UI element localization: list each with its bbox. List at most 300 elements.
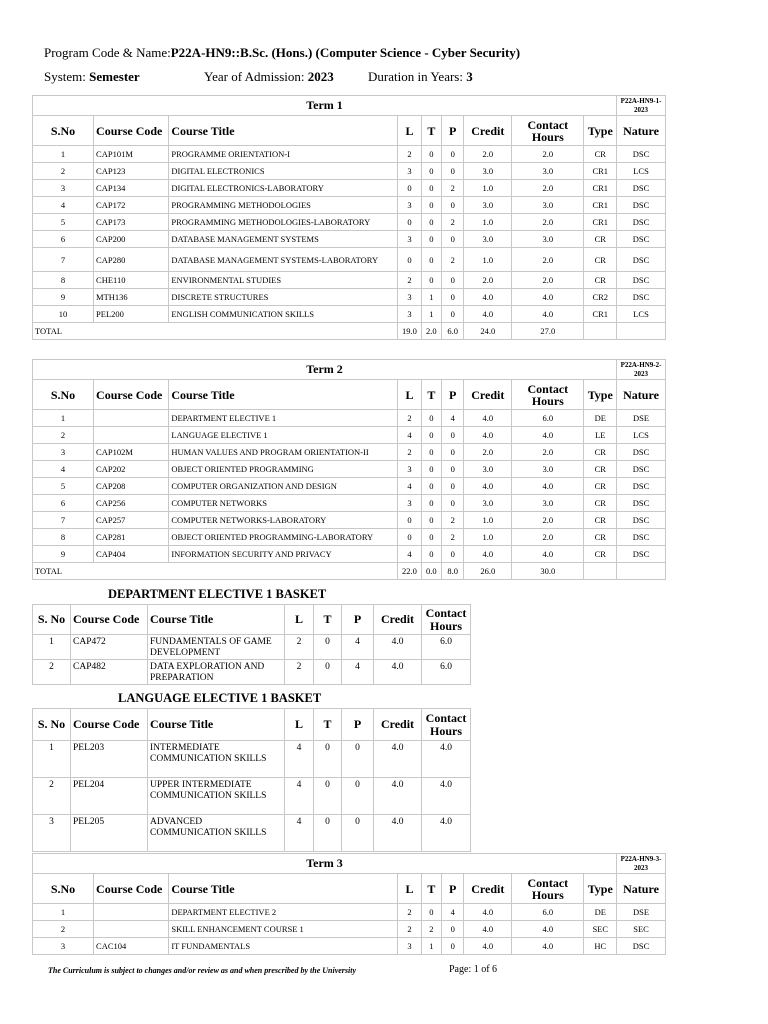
cell-t: 0: [421, 427, 441, 444]
column-header-p: P: [442, 874, 464, 904]
basket-cell-l: 2: [285, 635, 314, 660]
basket-cell-code: PEL203: [71, 741, 148, 778]
cell-t: 0: [421, 146, 441, 163]
cell-p: 4: [442, 410, 464, 427]
cell-type: CR1: [584, 180, 617, 197]
cell-contact: 6.0: [512, 410, 584, 427]
cell-contact: 2.0: [512, 180, 584, 197]
term-title: Term 1: [33, 96, 617, 116]
cell-credit: 3.0: [464, 163, 512, 180]
basket-header-code: Course Code: [71, 709, 148, 741]
column-header-l: L: [398, 874, 421, 904]
program-header: [44, 45, 520, 61]
column-header-p: P: [442, 116, 464, 146]
term-3-table: [32, 853, 666, 955]
cell-credit: 4.0: [464, 289, 512, 306]
cell-contact: 2.0: [512, 248, 584, 272]
column-header-credit: Credit: [464, 874, 512, 904]
column-header-p: P: [442, 380, 464, 410]
cell-p: 0: [442, 546, 464, 563]
program-value: P22A-HN9::B.Sc. (Hons.) (Computer Science - Cyber Security): [170, 45, 521, 60]
column-header-code: Course Code: [94, 380, 169, 410]
table-row: [33, 546, 666, 563]
basket-cell-credit: 4.0: [374, 660, 422, 685]
total-row: [33, 323, 666, 340]
cell-sno: 6: [33, 231, 94, 248]
cell-l: 0: [398, 180, 421, 197]
total-nature-empty: [617, 323, 666, 340]
cell-t: 0: [421, 904, 441, 921]
column-header-row: [33, 116, 666, 146]
cell-code: [94, 921, 169, 938]
cell-l: 2: [398, 146, 421, 163]
cell-sno: 5: [33, 478, 94, 495]
total-row: [33, 563, 666, 580]
cell-nature: DSC: [617, 512, 666, 529]
cell-p: 0: [442, 146, 464, 163]
cell-contact: 3.0: [512, 197, 584, 214]
cell-l: 2: [398, 410, 421, 427]
basket-cell-contact: 6.0: [422, 660, 471, 685]
cell-t: 0: [421, 163, 441, 180]
total-credit: 26.0: [464, 563, 512, 580]
column-header-l: L: [398, 380, 421, 410]
total-t: 2.0: [421, 323, 441, 340]
column-header-code: Course Code: [94, 116, 169, 146]
cell-code: CAP257: [94, 512, 169, 529]
cell-contact: 4.0: [512, 306, 584, 323]
cell-type: CR1: [584, 306, 617, 323]
duration: [368, 69, 473, 85]
system-value: Semester: [89, 69, 140, 84]
cell-contact: 4.0: [512, 478, 584, 495]
cell-p: 0: [442, 921, 464, 938]
cell-type: CR: [584, 495, 617, 512]
cell-p: 0: [442, 938, 464, 955]
basket-header-contact: Contact Hours: [422, 605, 471, 635]
cell-type: CR: [584, 248, 617, 272]
total-p: 8.0: [442, 563, 464, 580]
cell-title: INFORMATION SECURITY AND PRIVACY: [169, 546, 398, 563]
basket-cell-p: 0: [342, 741, 374, 778]
basket-cell-title: INTERMEDIATE COMMUNICATION SKILLS: [148, 741, 285, 778]
cell-nature: LCS: [617, 163, 666, 180]
cell-sno: 8: [33, 529, 94, 546]
basket-cell-code: CAP482: [71, 660, 148, 685]
basket-row: [33, 660, 471, 685]
basket-cell-contact: 4.0: [422, 778, 471, 815]
cell-code: CAP101M: [94, 146, 169, 163]
term-code: P22A-HN9-1-2023: [617, 96, 666, 116]
basket-cell-credit: 4.0: [374, 815, 422, 852]
basket-row: [33, 741, 471, 778]
cell-title: PROGRAMMING METHODOLOGIES-LABORATORY: [169, 214, 398, 231]
total-label: TOTAL: [33, 323, 398, 340]
cell-l: 2: [398, 272, 421, 289]
cell-credit: 4.0: [464, 478, 512, 495]
cell-nature: DSC: [617, 461, 666, 478]
total-nature-empty: [617, 563, 666, 580]
cell-credit: 4.0: [464, 546, 512, 563]
cell-title: COMPUTER NETWORKS-LABORATORY: [169, 512, 398, 529]
cell-contact: 4.0: [512, 427, 584, 444]
cell-credit: 2.0: [464, 444, 512, 461]
cell-credit: 1.0: [464, 248, 512, 272]
cell-code: MTH136: [94, 289, 169, 306]
cell-title: PROGRAMMING METHODOLOGIES: [169, 197, 398, 214]
term-code: P22A-HN9-3-2023: [617, 854, 666, 874]
basket-cell-credit: 4.0: [374, 778, 422, 815]
cell-credit: 1.0: [464, 180, 512, 197]
cell-code: PEL200: [94, 306, 169, 323]
cell-type: CR: [584, 512, 617, 529]
cell-t: 0: [421, 214, 441, 231]
table-row: [33, 478, 666, 495]
total-l: 22.0: [398, 563, 421, 580]
cell-type: CR: [584, 546, 617, 563]
cell-p: 0: [442, 461, 464, 478]
cell-type: CR: [584, 461, 617, 478]
basket-title: LANGUAGE ELECTIVE 1 BASKET: [118, 691, 322, 705]
cell-credit: 1.0: [464, 214, 512, 231]
cell-l: 4: [398, 546, 421, 563]
column-header-contact: Contact Hours: [512, 380, 584, 410]
total-contact: 30.0: [512, 563, 584, 580]
year-of-admission: [204, 69, 334, 85]
cell-title: OBJECT ORIENTED PROGRAMMING: [169, 461, 398, 478]
table-row: [33, 180, 666, 197]
basket-cell-t: 0: [314, 815, 342, 852]
basket-header-row: [33, 709, 471, 741]
column-header-credit: Credit: [464, 380, 512, 410]
cell-nature: LCS: [617, 427, 666, 444]
cell-code: CAP404: [94, 546, 169, 563]
cell-type: HC: [584, 938, 617, 955]
total-label: TOTAL: [33, 563, 398, 580]
term-title: Term 3: [33, 854, 617, 874]
cell-t: 0: [421, 444, 441, 461]
cell-code: CAP172: [94, 197, 169, 214]
column-header-type: Type: [584, 874, 617, 904]
basket-cell-code: CAP472: [71, 635, 148, 660]
basket-header-title: Course Title: [148, 709, 285, 741]
cell-title: DEPARTMENT ELECTIVE 2: [169, 904, 398, 921]
table-row: [33, 289, 666, 306]
cell-contact: 2.0: [512, 214, 584, 231]
cell-p: 0: [442, 272, 464, 289]
cell-sno: 2: [33, 921, 94, 938]
cell-sno: 2: [33, 163, 94, 180]
table-row: [33, 306, 666, 323]
cell-l: 3: [398, 938, 421, 955]
cell-l: 3: [398, 231, 421, 248]
total-t: 0.0: [421, 563, 441, 580]
basket-cell-title: FUNDAMENTALS OF GAME DEVELOPMENT: [148, 635, 285, 660]
column-header-contact: Contact Hours: [512, 874, 584, 904]
basket-header-p: P: [342, 709, 374, 741]
cell-credit: 4.0: [464, 410, 512, 427]
basket-cell-t: 0: [314, 741, 342, 778]
cell-contact: 6.0: [512, 904, 584, 921]
cell-contact: 2.0: [512, 272, 584, 289]
cell-nature: DSE: [617, 410, 666, 427]
cell-l: 3: [398, 289, 421, 306]
cell-p: 0: [442, 306, 464, 323]
basket-header-sno: S. No: [33, 605, 71, 635]
column-header-sno: S.No: [33, 380, 94, 410]
cell-nature: DSC: [617, 478, 666, 495]
cell-nature: LCS: [617, 306, 666, 323]
cell-sno: 1: [33, 904, 94, 921]
cell-l: 3: [398, 163, 421, 180]
basket-2-table: [32, 708, 471, 852]
cell-code: CAP134: [94, 180, 169, 197]
basket-header-t: T: [314, 605, 342, 635]
cell-sno: 4: [33, 461, 94, 478]
cell-nature: DSC: [617, 146, 666, 163]
cell-contact: 4.0: [512, 546, 584, 563]
cell-credit: 2.0: [464, 146, 512, 163]
basket-row: [33, 778, 471, 815]
cell-p: 0: [442, 427, 464, 444]
cell-title: ENVIRONMENTAL STUDIES: [169, 272, 398, 289]
basket-header-contact: Contact Hours: [422, 709, 471, 741]
cell-t: 0: [421, 180, 441, 197]
cell-code: CAP256: [94, 495, 169, 512]
cell-title: SKILL ENHANCEMENT COURSE 1: [169, 921, 398, 938]
cell-p: 2: [442, 248, 464, 272]
basket-title: DEPARTMENT ELECTIVE 1 BASKET: [108, 587, 327, 601]
basket-cell-l: 4: [285, 741, 314, 778]
cell-nature: DSC: [617, 546, 666, 563]
table-row: [33, 272, 666, 289]
cell-code: CAP280: [94, 248, 169, 272]
page-number: Page: 1 of 6: [449, 964, 498, 975]
basket-header-title: Course Title: [148, 605, 285, 635]
table-row: [33, 938, 666, 955]
basket-cell-l: 2: [285, 660, 314, 685]
cell-type: CR2: [584, 289, 617, 306]
cell-credit: 4.0: [464, 921, 512, 938]
cell-type: CR1: [584, 214, 617, 231]
cell-sno: 7: [33, 248, 94, 272]
cell-code: [94, 410, 169, 427]
basket-header-p: P: [342, 605, 374, 635]
cell-credit: 1.0: [464, 512, 512, 529]
cell-t: 0: [421, 529, 441, 546]
cell-title: IT FUNDAMENTALS: [169, 938, 398, 955]
system-label: System:: [44, 69, 90, 84]
cell-t: 1: [421, 938, 441, 955]
cell-contact: 4.0: [512, 921, 584, 938]
basket-cell-credit: 4.0: [374, 741, 422, 778]
cell-contact: 3.0: [512, 231, 584, 248]
cell-nature: DSC: [617, 248, 666, 272]
basket-cell-contact: 4.0: [422, 741, 471, 778]
cell-credit: 4.0: [464, 427, 512, 444]
total-type-empty: [584, 323, 617, 340]
basket-cell-p: 0: [342, 778, 374, 815]
table-row: [33, 163, 666, 180]
cell-l: 3: [398, 495, 421, 512]
cell-p: 0: [442, 495, 464, 512]
column-header-code: Course Code: [94, 874, 169, 904]
cell-code: CAP202: [94, 461, 169, 478]
cell-type: CR: [584, 146, 617, 163]
table-row: [33, 146, 666, 163]
basket-header-code: Course Code: [71, 605, 148, 635]
cell-p: 0: [442, 231, 464, 248]
cell-t: 0: [421, 197, 441, 214]
term-2-table: [32, 359, 666, 580]
cell-sno: 3: [33, 180, 94, 197]
column-header-type: Type: [584, 380, 617, 410]
cell-t: 1: [421, 306, 441, 323]
term-code: P22A-HN9-2-2023: [617, 360, 666, 380]
basket-cell-title: ADVANCED COMMUNICATION SKILLS: [148, 815, 285, 852]
cell-l: 3: [398, 197, 421, 214]
cell-credit: 4.0: [464, 904, 512, 921]
cell-sno: 6: [33, 495, 94, 512]
cell-l: 0: [398, 248, 421, 272]
basket-cell-code: PEL204: [71, 778, 148, 815]
cell-sno: 2: [33, 427, 94, 444]
table-row: [33, 427, 666, 444]
cell-t: 0: [421, 512, 441, 529]
cell-p: 4: [442, 904, 464, 921]
cell-type: DE: [584, 904, 617, 921]
cell-contact: 4.0: [512, 289, 584, 306]
duration-value: 3: [466, 69, 473, 84]
cell-credit: 2.0: [464, 272, 512, 289]
cell-type: LE: [584, 427, 617, 444]
basket-cell-sno: 1: [33, 635, 71, 660]
cell-t: 0: [421, 248, 441, 272]
cell-p: 2: [442, 529, 464, 546]
basket-cell-code: PEL205: [71, 815, 148, 852]
year-value: 2023: [307, 69, 334, 84]
basket-header-l: L: [285, 709, 314, 741]
cell-code: CAP208: [94, 478, 169, 495]
basket-header-sno: S. No: [33, 709, 71, 741]
system-header: [44, 69, 473, 85]
basket-cell-l: 4: [285, 778, 314, 815]
cell-code: CAC104: [94, 938, 169, 955]
basket-header-row: [33, 605, 471, 635]
cell-sno: 3: [33, 444, 94, 461]
table-row: [33, 214, 666, 231]
basket-cell-l: 4: [285, 815, 314, 852]
cell-t: 0: [421, 410, 441, 427]
column-header-nature: Nature: [617, 874, 666, 904]
cell-sno: 9: [33, 546, 94, 563]
cell-credit: 3.0: [464, 495, 512, 512]
column-header-sno: S.No: [33, 874, 94, 904]
cell-sno: 5: [33, 214, 94, 231]
cell-type: CR: [584, 478, 617, 495]
cell-title: DIGITAL ELECTRONICS: [169, 163, 398, 180]
cell-code: [94, 904, 169, 921]
basket-cell-t: 0: [314, 778, 342, 815]
basket-header-credit: Credit: [374, 605, 422, 635]
total-p: 6.0: [442, 323, 464, 340]
cell-nature: DSC: [617, 214, 666, 231]
cell-title: DEPARTMENT ELECTIVE 1: [169, 410, 398, 427]
cell-sno: 9: [33, 289, 94, 306]
cell-l: 3: [398, 461, 421, 478]
cell-nature: DSC: [617, 180, 666, 197]
cell-l: 2: [398, 921, 421, 938]
cell-p: 2: [442, 512, 464, 529]
cell-code: CAP173: [94, 214, 169, 231]
cell-title: HUMAN VALUES AND PROGRAM ORIENTATION-II: [169, 444, 398, 461]
cell-nature: DSC: [617, 529, 666, 546]
column-header-row: [33, 380, 666, 410]
table-row: [33, 904, 666, 921]
cell-nature: DSC: [617, 444, 666, 461]
cell-sno: 7: [33, 512, 94, 529]
cell-code: CAP281: [94, 529, 169, 546]
total-type-empty: [584, 563, 617, 580]
basket-cell-title: DATA EXPLORATION AND PREPARATION: [148, 660, 285, 685]
basket-header-t: T: [314, 709, 342, 741]
cell-title: COMPUTER ORGANIZATION AND DESIGN: [169, 478, 398, 495]
cell-credit: 3.0: [464, 197, 512, 214]
year-label: Year of Admission:: [204, 69, 308, 84]
cell-p: 2: [442, 214, 464, 231]
cell-sno: 1: [33, 146, 94, 163]
cell-code: CAP102M: [94, 444, 169, 461]
cell-nature: DSC: [617, 197, 666, 214]
cell-sno: 3: [33, 938, 94, 955]
cell-nature: DSC: [617, 231, 666, 248]
cell-l: 0: [398, 214, 421, 231]
cell-l: 2: [398, 904, 421, 921]
cell-type: CR1: [584, 197, 617, 214]
basket-cell-p: 0: [342, 815, 374, 852]
cell-p: 0: [442, 289, 464, 306]
table-row: [33, 248, 666, 272]
cell-type: CR1: [584, 163, 617, 180]
cell-l: 4: [398, 478, 421, 495]
cell-title: PROGRAMME ORIENTATION-I: [169, 146, 398, 163]
cell-sno: 1: [33, 410, 94, 427]
cell-type: CR: [584, 444, 617, 461]
total-contact: 27.0: [512, 323, 584, 340]
table-row: [33, 410, 666, 427]
cell-sno: 4: [33, 197, 94, 214]
term-1-table: [32, 95, 666, 340]
cell-l: 0: [398, 529, 421, 546]
cell-title: LANGUAGE ELECTIVE 1: [169, 427, 398, 444]
cell-t: 0: [421, 231, 441, 248]
cell-code: CAP200: [94, 231, 169, 248]
cell-code: [94, 427, 169, 444]
column-header-contact: Contact Hours: [512, 116, 584, 146]
cell-sno: 10: [33, 306, 94, 323]
cell-title: OBJECT ORIENTED PROGRAMMING-LABORATORY: [169, 529, 398, 546]
cell-type: CR: [584, 231, 617, 248]
cell-l: 0: [398, 512, 421, 529]
cell-credit: 3.0: [464, 461, 512, 478]
basket-cell-sno: 3: [33, 815, 71, 852]
basket-cell-contact: 6.0: [422, 635, 471, 660]
duration-label: Duration in Years:: [368, 69, 467, 84]
column-header-title: Course Title: [169, 380, 398, 410]
cell-nature: DSC: [617, 938, 666, 955]
basket-cell-p: 4: [342, 660, 374, 685]
total-l: 19.0: [398, 323, 421, 340]
